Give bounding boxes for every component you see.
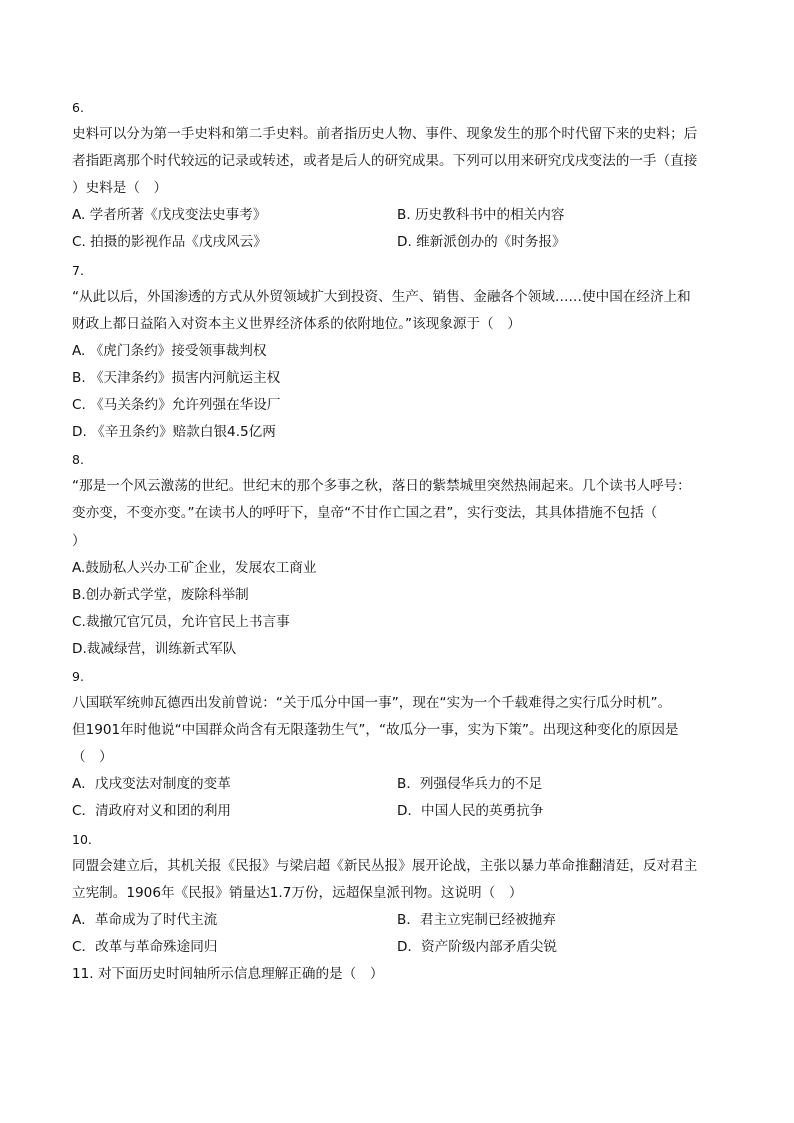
question-7 — [72, 257, 722, 447]
question-stem-line: “那是一个风云激荡的世纪。世纪末的那个多事之秋，落日的紫禁城里突然热闹起来。几个读书人呼号： — [72, 478, 691, 495]
option-b: B. 历史教科书中的相关内容 — [397, 207, 565, 224]
option-a: A．戊戌变法对制度的变革 — [72, 776, 231, 793]
question-stem-line: 八国联军统帅瓦德西出发前曾说：“关于瓜分中国一事”，现在“实为一个千载难得之实行瓜分时机”。 — [72, 695, 672, 712]
question-stem-line: 者指距离那个时代较远的记录或转述，或者是后人的研究成果。下列可以用来研究戊戌变法的一手（直接 — [72, 153, 698, 170]
option-d: D．资产阶级内部矛盾尖锐 — [397, 938, 557, 955]
question-8 — [72, 446, 722, 663]
option-d: D. 《辛丑条约》赔款白银4.5亿两 — [72, 424, 276, 441]
option-row — [72, 771, 722, 798]
question-stem-line: 立宪制。1906年《民报》销量达1.7万份，远超保皇派刊物。这说明（ ） — [72, 884, 523, 901]
question-number: 6. — [72, 100, 84, 115]
option-row — [72, 934, 722, 961]
question-number: 8. — [72, 452, 84, 468]
question-stem-line: 财政上都日益陷入对资本主义世界经济体系的依附地位。”该现象源于（ ） — [72, 315, 521, 332]
option-b: B.创办新式学堂，废除科举制 — [72, 586, 249, 603]
option-c: C．改革与革命殊途同归 — [72, 938, 218, 955]
option-a: A.鼓励私人兴办工矿企业，发展农工商业 — [72, 559, 317, 576]
option-b: B．列强侵华兵力的不足 — [397, 776, 543, 793]
question-stem-line: ） — [72, 532, 86, 549]
question-stem-line: ）史料是（ ） — [72, 180, 168, 197]
question-stem-line: （ ） — [72, 749, 113, 766]
question-11 — [72, 961, 722, 988]
question-stem-line: 变亦变，不变亦变。”在读书人的呼吁下，皇帝“不甘作亡国之君”，实行变法，其具体措施不包括（ — [72, 505, 658, 522]
question-9 — [72, 663, 722, 826]
option-c: C.裁撤冗官冗员，允许官民上书言事 — [72, 613, 290, 630]
option-d: D.裁减绿营，训练新式军队 — [72, 640, 237, 657]
option-row — [72, 907, 722, 934]
option-c: C. 《马关条约》允许列强在华设厂 — [72, 397, 281, 414]
question-stem-line: “从此以后，外国渗透的方式从外贸领域扩大到投资、生产、销售、金融各个领域……使中国在经济上和 — [72, 288, 691, 305]
question-10 — [72, 826, 722, 961]
question-number: 10. — [72, 831, 92, 847]
question-stem-line: 史料可以分为第一手史料和第二手史料。前者指历史人物、事件、现象发生的那个时代留下来的史料；后 — [72, 126, 698, 143]
option-d: D．中国人民的英勇抗争 — [397, 803, 544, 820]
option-row — [72, 202, 722, 229]
question-6 — [72, 94, 722, 257]
option-c: C．清政府对义和团的利用 — [72, 803, 232, 820]
option-b: B. 《天津条约》损害内河航运主权 — [72, 369, 281, 386]
option-a: A. 学者所著《戊戌变法史事考》 — [72, 207, 267, 224]
option-c: C. 拍摄的影视作品《戊戌风云》 — [72, 234, 267, 251]
option-b: B．君主立宪制已经被抛弃 — [397, 911, 556, 928]
question-stem-line: 11. 对下面历史时间轴所示信息理解正确的是（ ） — [72, 966, 384, 982]
option-d: D. 维新派创办的《时务报》 — [397, 234, 566, 251]
question-stem-line: 但1901年时他说“中国群众尚含有无限蓬勃生气”，“故瓜分一事，实为下策”。出现这种变化的原因是 — [72, 722, 679, 739]
option-a: A. 《虎门条约》接受领事裁判权 — [72, 342, 267, 359]
option-row — [72, 798, 722, 825]
question-list — [72, 94, 722, 988]
question-number: 9. — [72, 668, 84, 684]
question-stem-line: 同盟会建立后，其机关报《民报》与梁启超《新民丛报》展开论战，主张以暴力革命推翻清廷，反对君主 — [72, 857, 698, 874]
question-number: 7. — [72, 262, 84, 278]
option-row — [72, 229, 722, 256]
option-a: A．革命成为了时代主流 — [72, 911, 218, 928]
